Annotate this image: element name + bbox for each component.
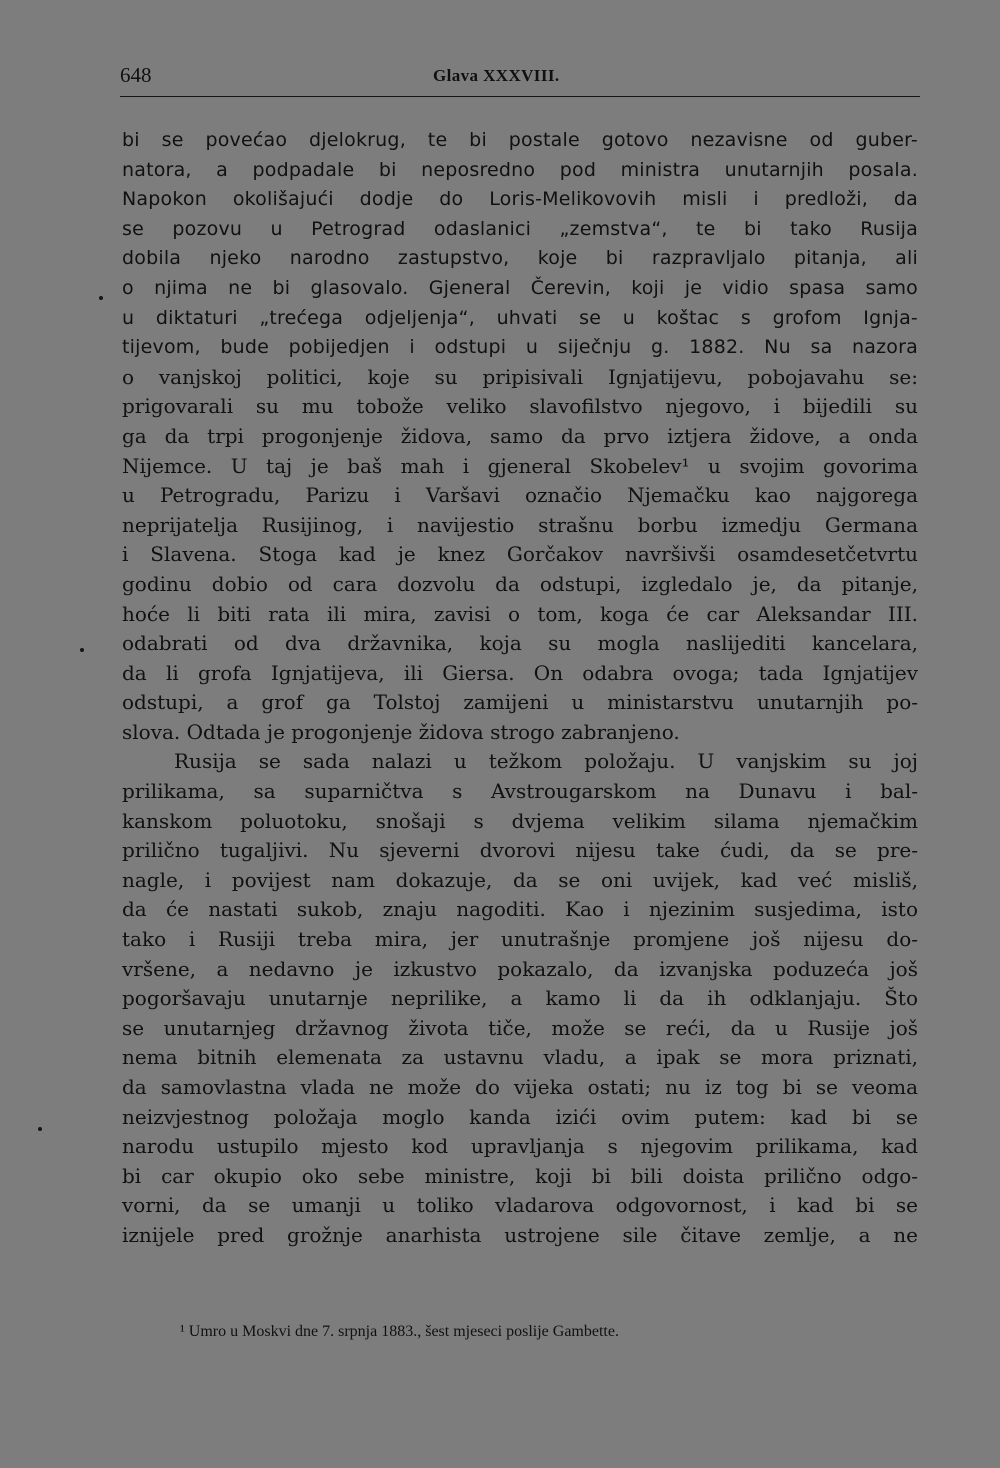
text-line: natora, a podpadale bi neposredno pod ministra unutarnjih posala. [122,158,918,181]
text-line: da li grofa Ignjatijeva, ili Giersa. On odabra ovoga; tada Ignjatijev [122,660,918,685]
text-line: o njima ne bi glasovalo. Gjeneral Čerevin, koji je vidio spasa samo [122,276,918,299]
page-number: 648 [120,63,152,87]
paragraph-end-line: slova. Odtada je progonjenje židova strogo zabranjeno. [122,719,680,744]
text-line: narodu ustupilo mjesto kod upravljanja s njegovim prilikama, kad [122,1134,918,1159]
text-line: dobila njeko narodno zastupstvo, koje bi razpravljalo pitanja, ali [122,247,918,270]
text-line: da će nastati sukob, znaju nagoditi. Kao i njezinim susjedima, isto [122,897,918,922]
text-line: Nijemce. U taj je baš mah i gjeneral Skobelev¹ u svojim govorima [122,453,918,478]
text-line: odstupi, a grof ga Tolstoj zamijeni u ministarstvu unutarnjih po- [122,690,918,715]
text-line: bi se povećao djelokrug, te bi postale gotovo nezavisne od guber- [122,129,918,151]
text-line: iznijele pred grožnje anarhista ustrojene sile čitave zemlje, a ne [122,1222,918,1247]
text-line: u diktaturi „trećega odjeljenja“, uhvati se u koštac s grofom Ignja- [122,306,918,329]
text-line: tako i Rusiji treba mira, jer unutrašnje promjene još nijesu do- [122,927,918,952]
stray-mark [80,648,84,652]
stray-mark [38,1127,42,1131]
text-line: nema bitnih elemenata za ustavnu vladu, a ipak se mora priznati, [122,1045,918,1070]
text-line: hoće li biti rata ili mira, zavisi o tom, koga će car Aleksandar III. [122,601,918,626]
text-line: pogoršavaju unutarnje neprilike, a kamo li da ih odklanjaju. Što [122,986,918,1011]
text-line: vorni, da se umanji u toliko vladarova odgovornost, i kad bi se [122,1193,918,1218]
text-line: neprijatelja Rusijinog, i navijestio strašnu borbu izmedju Germana [122,512,918,537]
text-line: u Petrogradu, Parizu i Varšavi označio Njemačku kao najgorega [122,483,918,508]
text-line: o vanjskoj politici, koje su pripisivali Ignjatijevu, pobojavahu se: [122,364,918,389]
text-line: prilično tugaljivi. Nu sjeverni dvorovi nijesu take ćudi, da se pre- [122,838,918,863]
text-line: ga da trpi progonjenje židova, samo da prvo iztjera židove, a onda [122,423,918,448]
text-line: se pozovu u Petrograd odaslanici „zemstva“, te bi tako Rusija [122,217,918,240]
text-line: prigovarali su mu tobože veliko slavofilstvo njegovo, i bijedili su [122,394,918,419]
text-line: nagle, i povijest nam dokazuje, da se oni uvijek, kad već misliš, [122,867,918,892]
body-text [122,126,918,1251]
text-line: prilikama, sa suparničtva s Avstrougarskom na Dunavu i bal- [122,779,918,804]
text-line: da samovlastna vlada ne može do vijeka ostati; nu iz tog bi se veoma [122,1075,918,1099]
text-line: bi car okupio oko sebe ministre, koji bi bili doista prilično odgo- [122,1163,918,1188]
text-line: Napokon okolišajući dodje do Loris-Melikovovih misli i predloži, da [122,188,918,211]
footnote: ¹ Umro u Moskvi dne 7. srpnja 1883., šest mjeseci poslije Gambette. [180,1323,619,1340]
paragraph-start-line: Rusija se sada nalazi u težkom položaju. U vanjskim su joj [174,749,918,774]
text-line: odabrati od dva državnika, koja su mogla naslijediti kancelara, [122,631,918,656]
text-line: godinu dobio od cara dozvolu da odstupi, izgledalo je, da pitanje, [122,571,918,596]
text-line: i Slavena. Stoga kad je knez Gorčakov navršivši osamdesetčetvrtu [122,542,918,567]
text-line: kanskom poluotoku, snošaji s dvjema velikim silama njemačkim [122,808,918,833]
text-line: vršene, a nedavno je izkustvo pokazalo, da izvanjska poduzeća još [122,956,918,981]
running-head [120,60,920,97]
stray-mark [99,296,103,300]
text-line: neizvjestnog položaja moglo kanda izići ovim putem: kad bi se [122,1104,918,1129]
chapter-title: Glava XXXVIII. [433,66,560,85]
text-line: se unutarnjeg državnog života tiče, može se reći, da u Rusije još [122,1015,918,1040]
text-line: tijevom, bude pobijedjen i odstupi u siječnju g. 1882. Nu sa nazora [122,336,918,359]
